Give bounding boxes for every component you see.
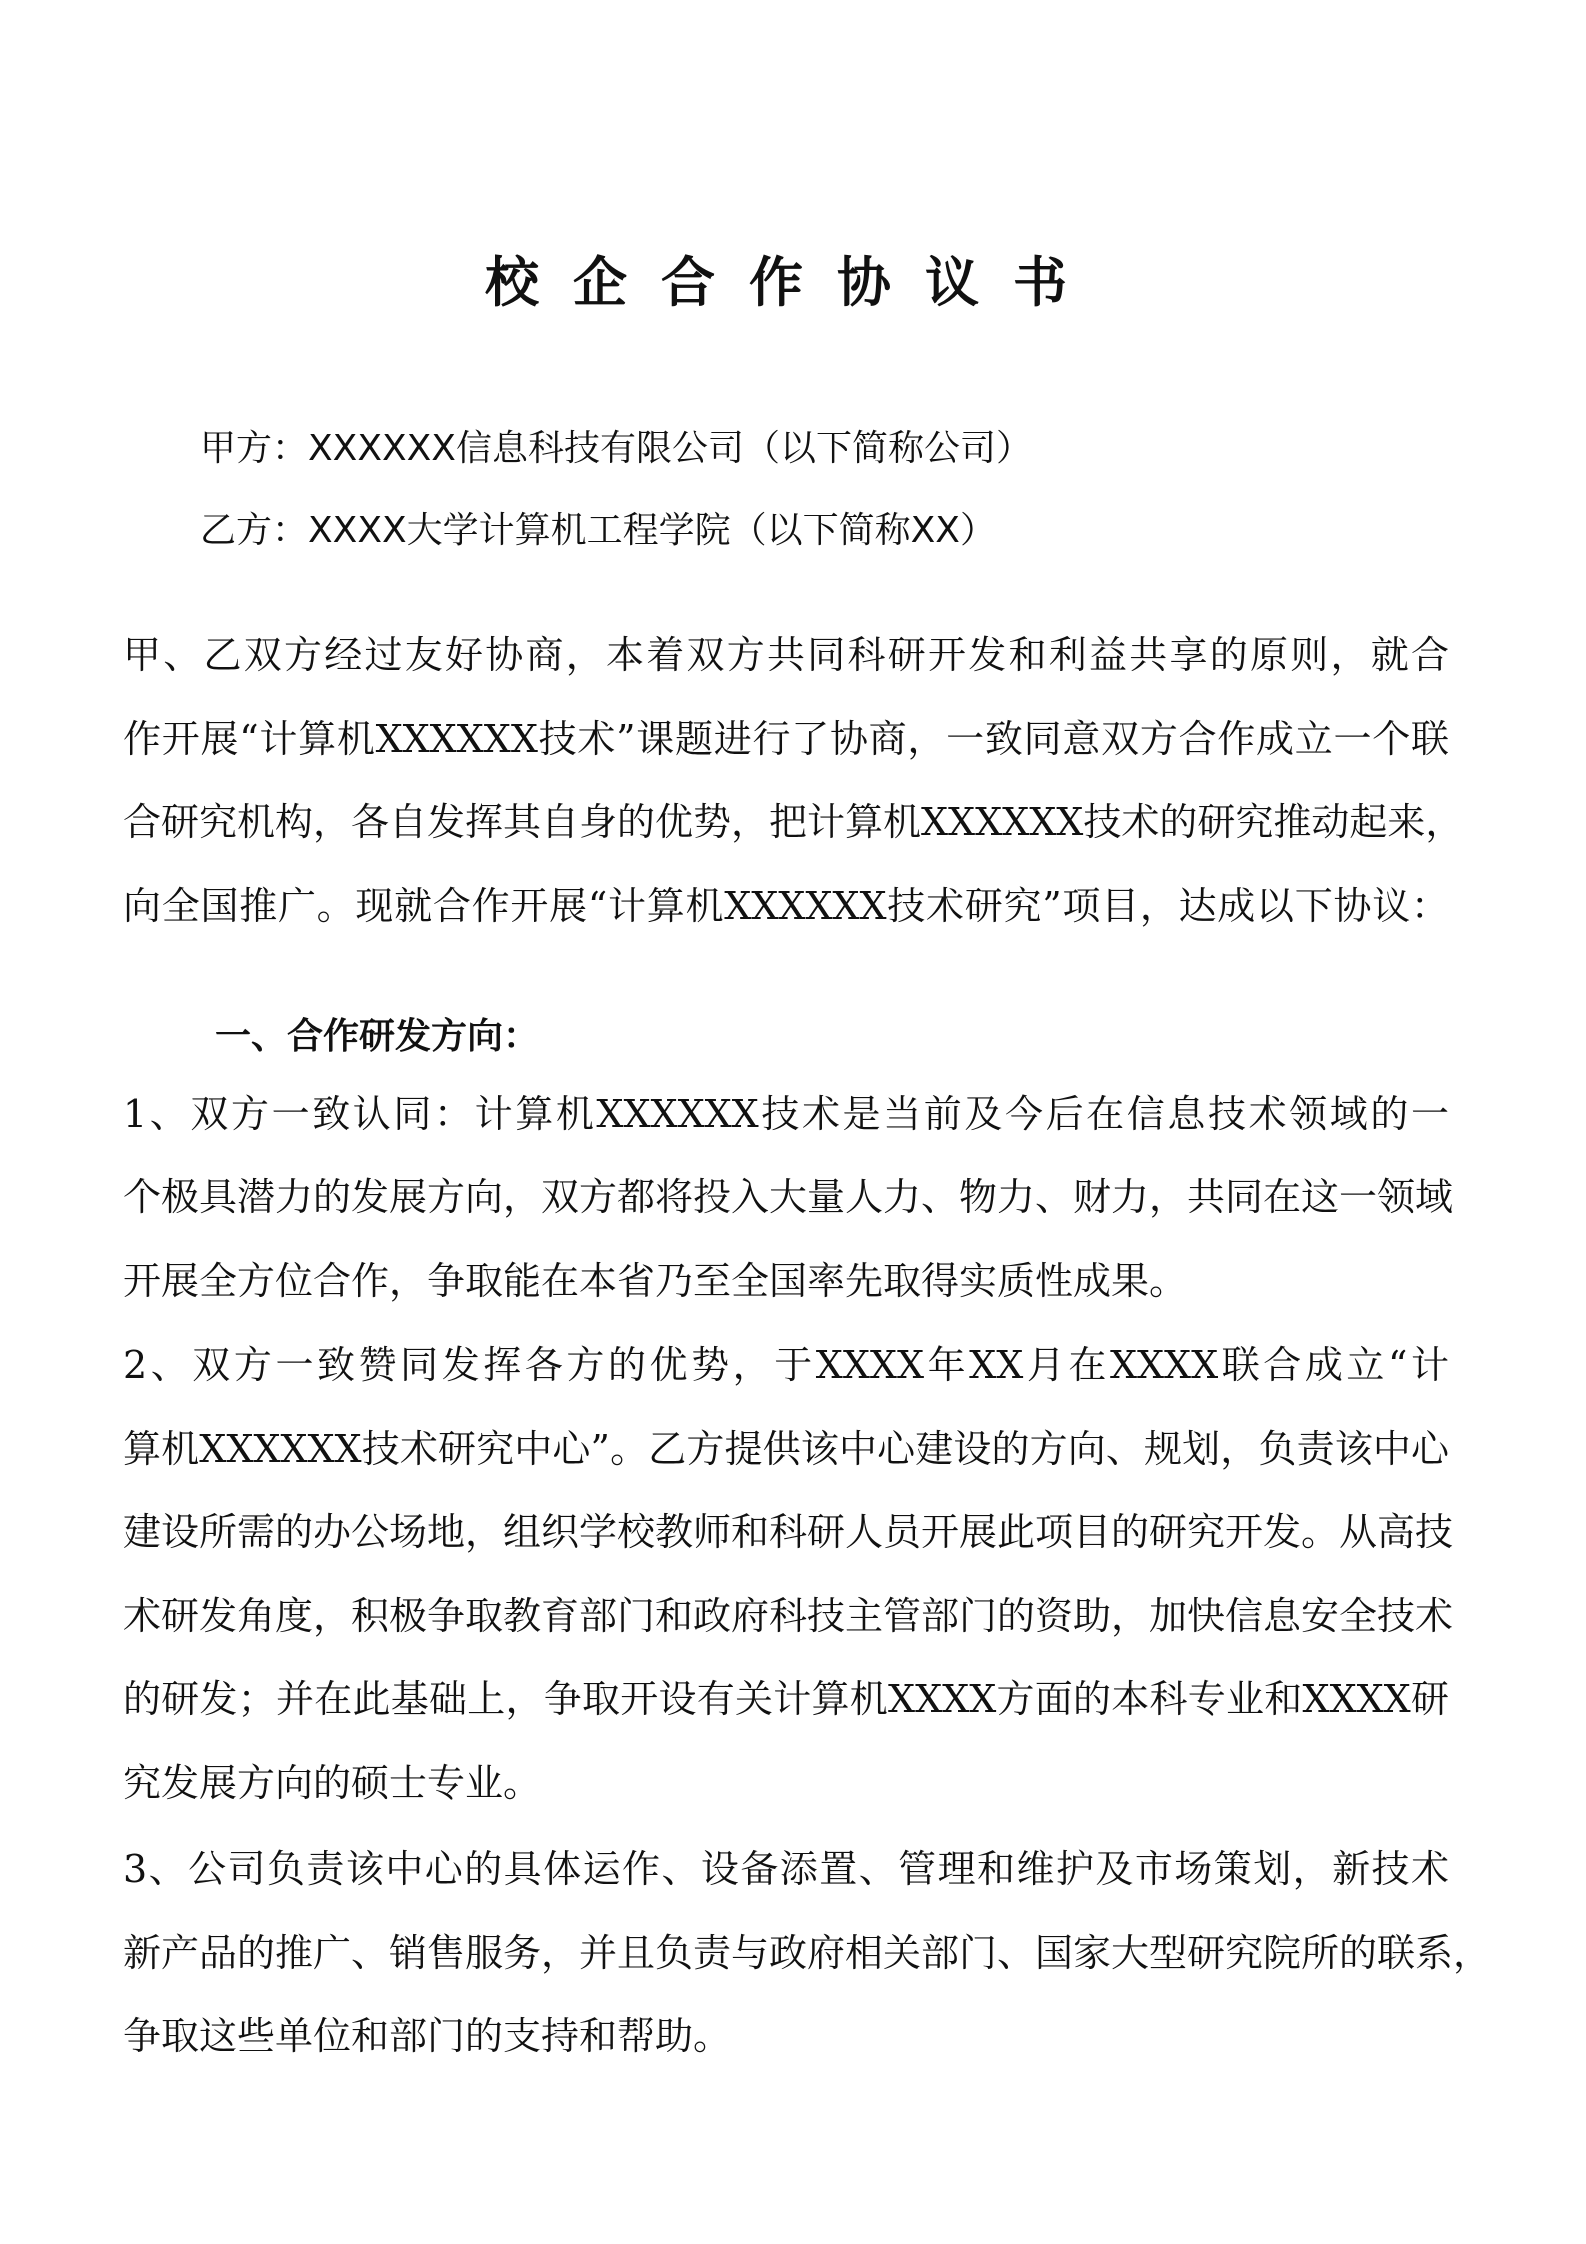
item2-line: 算机XXXXXX技术研究中心”。乙方提供该中心建设的方向、规划，负责该中心 — [123, 1427, 1449, 1471]
intro-line: 向全国推广。现就合作开展“计算机XXXXXX技术研究”项目，达成以下协议： — [123, 884, 1449, 928]
document-title: 校企合作协议书 — [485, 251, 1101, 314]
item1-line: 开展全方位合作，争取能在本省乃至全国率先取得实质性成果。 — [123, 1259, 1188, 1303]
intro-line: 作开展“计算机XXXXXX技术”课题进行了协商，一致同意双方合作成立一个联 — [123, 717, 1449, 761]
item2-line: 2、双方一致赞同发挥各方的优势，于XXXX年XX月在XXXX联合成立“计 — [123, 1343, 1449, 1387]
item2-line: 究发展方向的硕士专业。 — [123, 1761, 542, 1805]
item2-line: 的研发；并在此基础上，争取开设有关计算机XXXX方面的本科专业和XXXX研 — [123, 1677, 1449, 1721]
item3-line: 3、公司负责该中心的具体运作、设备添置、管理和维护及市场策划，新技术 — [123, 1847, 1449, 1891]
party-b: 乙方：XXXX大学计算机工程学院（以下简称XX） — [200, 510, 996, 551]
item2-line: 建设所需的办公场地，组织学校教师和科研人员开展此项目的研究开发。从高技 — [123, 1510, 1454, 1554]
intro-line: 甲、乙双方经过友好协商，本着双方共同科研开发和利益共享的原则，就合 — [123, 633, 1449, 677]
item2-line: 术研发角度，积极争取教育部门和政府科技主管部门的资助，加快信息安全技术 — [123, 1594, 1454, 1638]
item3-line: 争取这些单位和部门的支持和帮助。 — [123, 2014, 732, 2058]
intro-line: 合研究机构，各自发挥其自身的优势，把计算机XXXXXX技术的研究推动起来， — [123, 800, 1464, 844]
item1-line: 个极具潜力的发展方向，双方都将投入大量人力、物力、财力，共同在这一领域 — [123, 1175, 1454, 1219]
item3-line: 新产品的推广、销售服务，并且负责与政府相关部门、国家大型研究院所的联系， — [123, 1931, 1492, 1975]
item1-line: 1、双方一致认同：计算机XXXXXX技术是当前及今后在信息技术领域的一 — [123, 1092, 1449, 1136]
section-heading: 一、合作研发方向： — [215, 1016, 540, 1057]
party-a: 甲方：XXXXXX信息科技有限公司（以下简称公司） — [200, 428, 1032, 469]
